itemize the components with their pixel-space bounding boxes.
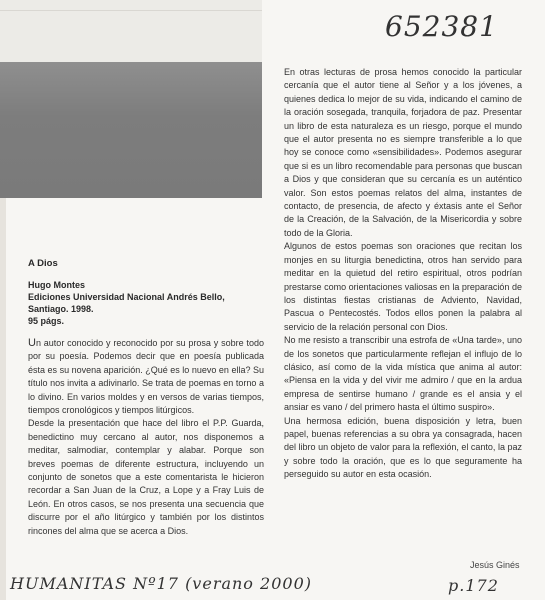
book-edition: Ediciones Universidad Nacional Andrés Bello, Santiago. 1998.: [28, 292, 225, 314]
paragraph: Una hermosa edición, buena disposición y letra, buen papel, buenas referencias a su obra ya consagrada, hacen del libro un objeto de valor para la reflexión, el canto, la paz y sobre todo la oración, que es lo que seguramente ha perseguido su autor en esta ocasión.: [284, 415, 522, 480]
paragraph: En otras lecturas de prosa hemos conocido la particular cercanía que el autor tiene al Señor y a los jóvenes, a quienes dedica lo mejor de su vida, indicando el camino de la oración sosegada, tranquila, forjadora de paz. Presentar un libro de esta naturaleza es un riesgo, porque el mundo que el autor presenta no es siempre transferible a lo que hoy se conoce como «sensibilidades». Podemos asegurar que si es un libro recomendable para personas que buscan a Dios y que consideran que su cercanía es un auténtico valor. Son estos poemas relatos del alma, instantes de contacto, de presencia, de afecto y éxtasis ante el Señor de la Creación, de la Salvación, de la Misericordia y sobre todo de la Gloria.: [284, 67, 522, 238]
source-annotation: HUMANITAS Nº17 (verano 2000): [10, 574, 312, 593]
gray-image-block: [0, 62, 262, 198]
book-pages: 95 págs.: [28, 316, 65, 326]
paragraph: Desde la presentación que hace del libro el P.P. Guarda, benedictino muy cercano al autor, nos disponemos a meditar, salmodiar, contemplar y alabar. Porque son breves poemas de diferente estructura, incluyendo un conjunto de sonetos que a este comentarista le hicieron recordar a San Juan de la Cruz, a Lope y a Fray Luis de León. En otros casos, se nos presenta una secuencia que discurre por el año litúrgico y también por los distintos rincones del alma que se acerca a Dios.: [28, 418, 264, 536]
page-annotation: p.172: [448, 576, 499, 595]
review-signature: Jesús Ginés: [470, 560, 520, 570]
right-column: [284, 66, 522, 482]
paragraph: Algunos de estos poemas son oraciones que recitan los monjes en su liturgia benedictina, otros han servido para meditar en la quietud del retiro espiritual, otros podrían prestarse como orientaciones valiosas en la preparación de los distintas fiestas cristianas de Adviento, Navidad, Pascua o Pentecostés. Todos ellos ponen la palabra al servicio de la relación personal con Dios.: [284, 241, 522, 332]
page-header-strip: [0, 0, 262, 62]
paragraph: Un autor conocido y reconocido por su prosa y sobre todo por su poesía. Podemos decir que en poesía publicada ésta es su novena aparición. ¿Qué es lo nuevo en ella? Su título nos invita a adivinarlo. Se trata de poemas en torno a lo divino. En varios moldes y en versos de varias tiempos, tiempos cronológicos y tiempos litúrgicos.: [28, 337, 264, 416]
left-column: [28, 258, 264, 538]
book-author: Hugo Montes: [28, 280, 85, 290]
review-title: A Dios: [28, 258, 58, 269]
catalog-number: 652381: [385, 10, 498, 43]
paragraph: No me resisto a transcribir una estrofa de «Una tarde», uno de los sonetos que particularmente reflejan el influjo de lo clásico, así como de la vida mística que anima al autor: «Piensa en la vida y del vivir me admiro / que en la ardua empresa de sentirse humano / grande es el ansia y el ansiar es vano / del primero hasta el último suspiro».: [284, 335, 522, 413]
